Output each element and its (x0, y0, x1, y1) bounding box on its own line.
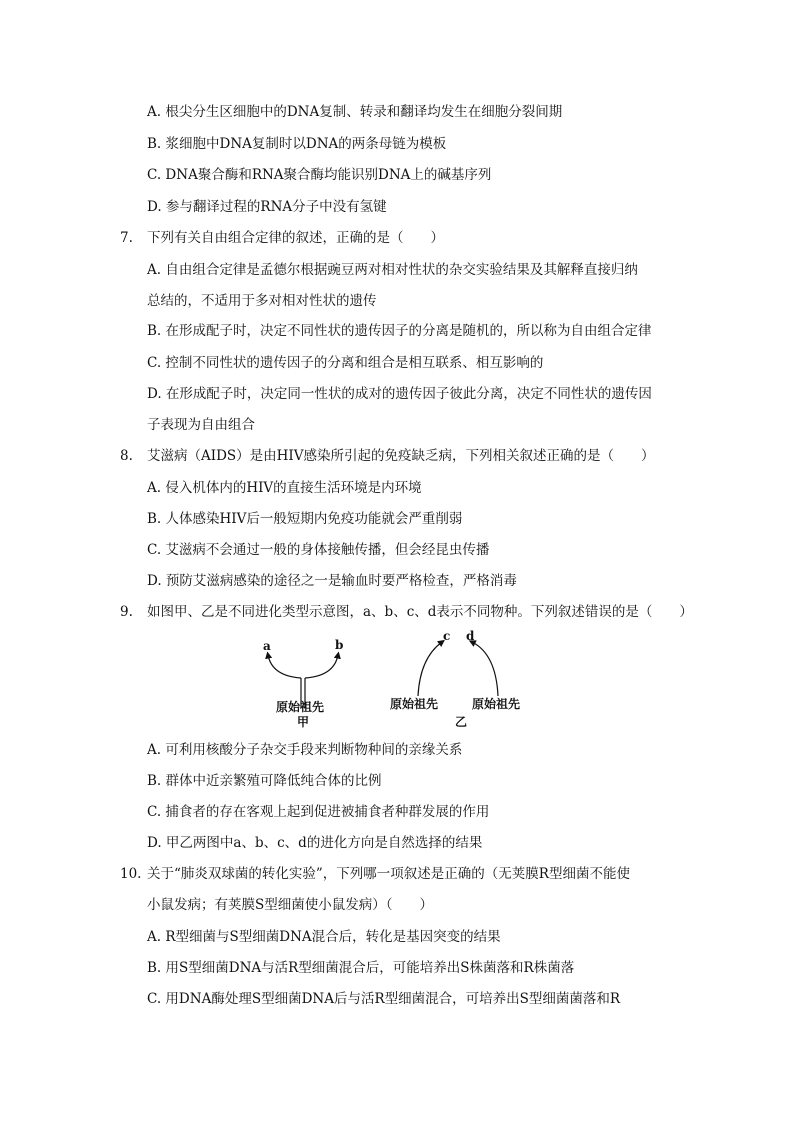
q9-option-c: C. 捕食者的存在客观上起到促进被捕食者种群发展的作用 (147, 804, 490, 820)
q6-option-c: C. DNA聚合酶和RNA聚合酶均能识别DNA上的碱基序列 (147, 167, 492, 183)
jia-branch-b (305, 655, 338, 678)
q10-option-c: C. 用DNA酶处理S型细菌DNA后与活R型细菌混合，可培养出S型细菌菌落和R (147, 991, 621, 1007)
q9-evolution-figure (250, 628, 550, 728)
yi-label-c: c (443, 629, 451, 643)
jia-label-a: a (263, 639, 271, 653)
q8-option-d: D. 预防艾滋病感染的途径之一是输血时要严格检查，严格消毒 (147, 573, 517, 589)
q7-option-d: D. 在形成配子时，决定同一性状的成对的遗传因子彼此分离，决定不同性状的遗传因 (147, 386, 652, 402)
q10-stem-cont: 小鼠发病；有荚膜S型细菌使小鼠发病）（ ） (147, 897, 433, 913)
jia-ancestor: 原始祖先 (276, 700, 325, 714)
q7-option-d-cont: 子表现为自由组合 (147, 417, 255, 433)
q9-stem: 如图甲、乙是不同进化类型示意图，a、b、c、d表示不同物种。下列叙述错误的是（ ） (147, 604, 693, 620)
q8-stem: 艾滋病（AIDS）是由HIV感染所引起的免疫缺乏病，下列相关叙述正确的是（ ） (147, 448, 655, 464)
q7-number: 7. (120, 230, 133, 246)
q9-option-a: A. 可利用核酸分子杂交手段来判断物种间的亲缘关系 (147, 742, 463, 758)
q8-number: 8. (120, 448, 133, 464)
yi-branch-c (418, 642, 442, 696)
yi-ancestor-left: 原始祖先 (390, 697, 439, 711)
q8-option-a: A. 侵入机体内的HIV的直接生活环境是内环境 (147, 480, 422, 496)
yi-label-d: d (466, 629, 475, 643)
q7-option-b: B. 在形成配子时，决定不同性状的遗传因子的分离是随机的，所以称为自由组合定律 (147, 323, 652, 339)
q8-option-c: C. 艾滋病不会通过一般的身体接触传播，但会经昆虫传播 (147, 542, 490, 558)
q7-option-c: C. 控制不同性状的遗传因子的分离和组合是相互联系、相互影响的 (147, 355, 544, 371)
q10-option-a: A. R型细菌与S型细菌DNA混合后，转化是基因突变的结果 (147, 929, 501, 945)
q6-option-d: D. 参与翻译过程的RNA分子中没有氢键 (147, 199, 387, 215)
q7-option-a: A. 自由组合定律是孟德尔根据豌豆两对相对性状的杂交实验结果及其解释直接归纳 (147, 262, 638, 278)
q9-option-b: B. 群体中近亲繁殖可降低纯合体的比例 (147, 773, 382, 789)
yi-branch-d (472, 642, 498, 696)
q10-stem: 关于“肺炎双球菌的转化实验”，下列哪一项叙述是正确的（无荚膜R型细菌不能使 (147, 866, 630, 882)
q9-option-d: D. 甲乙两图中a、b、c、d的进化方向是自然选择的结果 (147, 835, 483, 851)
q6-option-b: B. 浆细胞中DNA复制时以DNA的两条母链为模板 (147, 136, 447, 152)
q9-number: 9. (120, 604, 133, 620)
q6-option-a: A. 根尖分生区细胞中的DNA复制、转录和翻译均发生在细胞分裂间期 (147, 104, 563, 120)
jia-label-b: b (335, 638, 344, 652)
q10-number: 10. (120, 866, 142, 882)
q8-option-b: B. 人体感染HIV后一般短期内免疫功能就会严重削弱 (147, 511, 463, 527)
figure-yi (390, 629, 520, 728)
q10-option-b: B. 用S型细菌DNA与活R型细菌混合后，可能培养出S株菌落和R株菌落 (147, 960, 575, 976)
q7-option-a-cont: 总结的，不适用于多对相对性状的遗传 (147, 293, 377, 309)
q7-stem: 下列有关自由组合定律的叙述，正确的是（ ） (147, 230, 444, 246)
jia-caption: 甲 (297, 715, 310, 728)
yi-caption: 乙 (455, 715, 468, 728)
yi-ancestor-right: 原始祖先 (472, 697, 521, 711)
figure-jia (263, 638, 343, 728)
jia-branch-a (268, 655, 301, 678)
